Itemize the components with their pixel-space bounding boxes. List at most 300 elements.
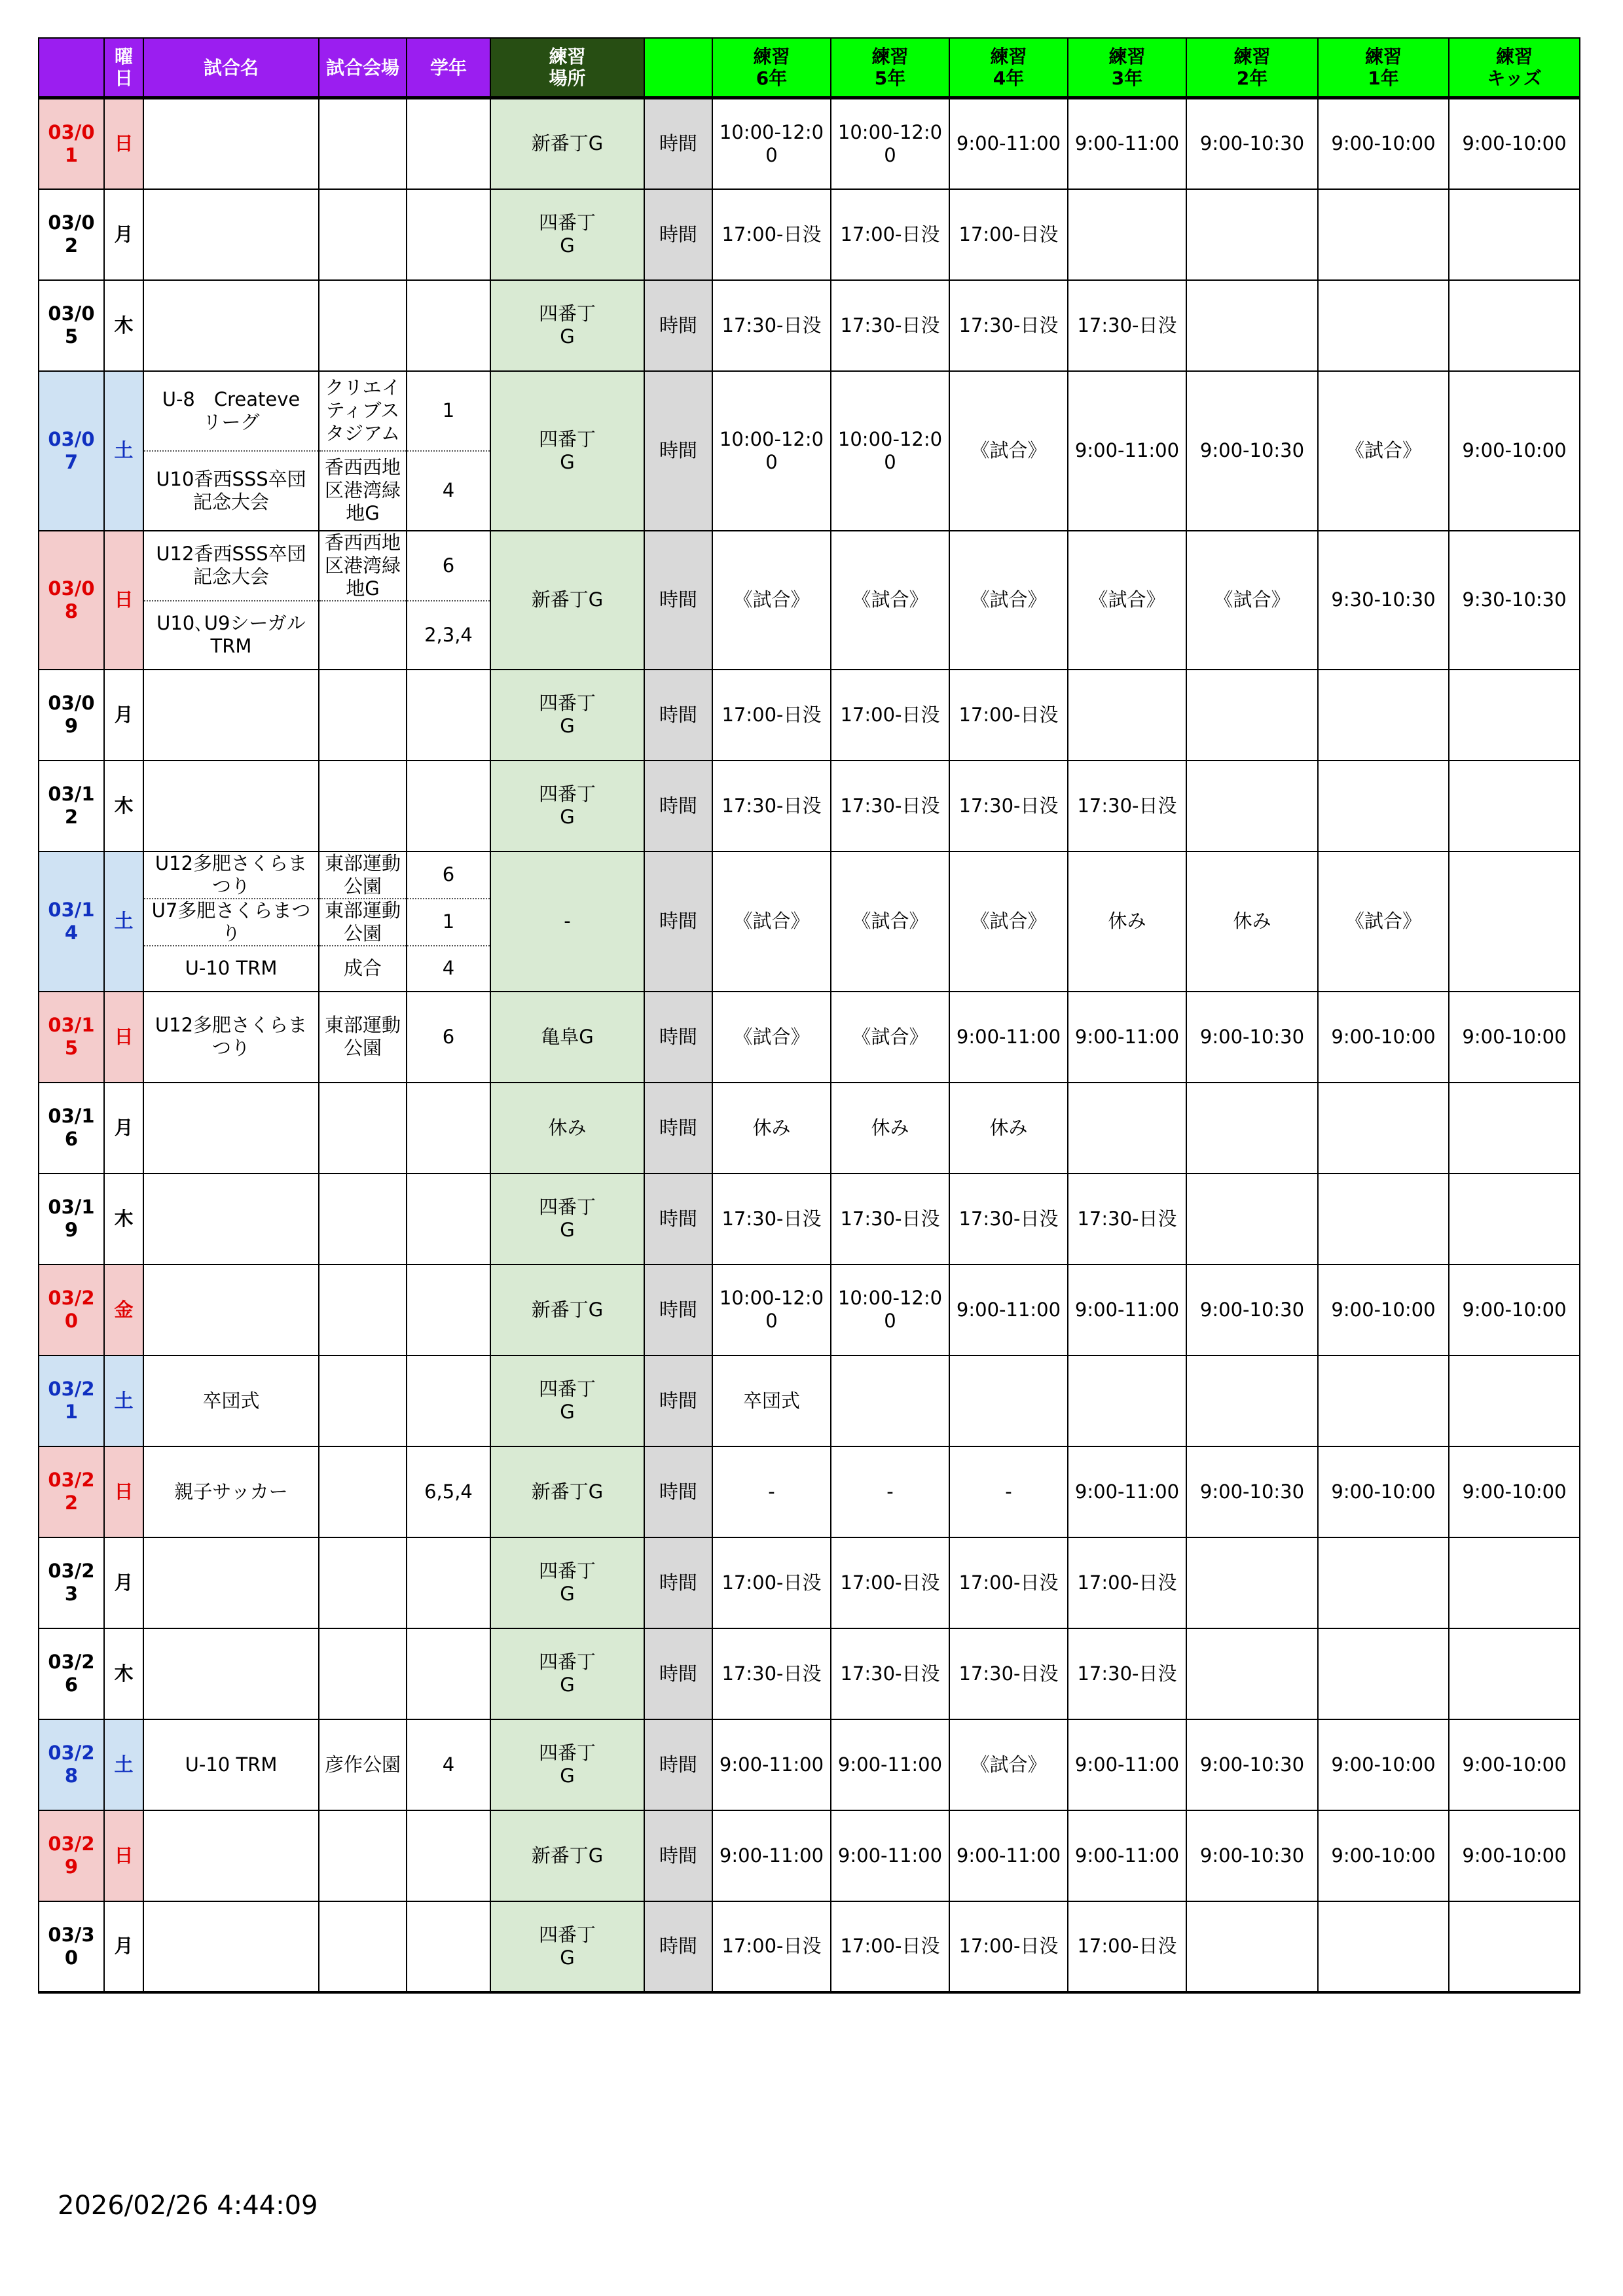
practice-slot-text: 17:00-日没 (840, 1571, 940, 1594)
match-name (143, 1083, 319, 1174)
practice-slot (949, 1265, 1068, 1355)
match-name-text: U12多肥さくらま つり (155, 1014, 308, 1059)
match-name (143, 1901, 319, 1992)
match-venue (319, 1810, 407, 1901)
row-date (39, 670, 104, 761)
practice-slot-text: 17:30-日没 (721, 794, 822, 817)
schedule-row (39, 1901, 1580, 1992)
schedule-body (39, 98, 1580, 1992)
match-name-text: U-8 Createve リーグ (162, 387, 301, 433)
practice-slot-text: 《試合》 (970, 439, 1047, 461)
practice-slot (1449, 371, 1580, 531)
practice-slot (949, 189, 1068, 280)
match-grade (407, 946, 490, 992)
practice-slot-text: 9:00-10:00 (1331, 1753, 1436, 1776)
row-date-text: 03/12 (48, 783, 95, 828)
practice-slot (1318, 1355, 1449, 1446)
schedule-row (39, 1174, 1580, 1265)
time-label (644, 1446, 712, 1537)
match-venue-text: 彦作公園 (324, 1753, 401, 1776)
print-timestamp: 2026/02/26 4:44:09 (58, 2191, 318, 2221)
match-grade-text: 6 (442, 554, 455, 577)
row-dow-text: 日 (114, 588, 134, 611)
row-date-text: 03/20 (48, 1287, 95, 1332)
practice-slot (831, 98, 949, 189)
row-date (39, 98, 104, 189)
match-name (143, 189, 319, 280)
match-name-text: U-10 TRM (185, 957, 278, 979)
row-dow (104, 761, 143, 852)
practice-slot-text: 休み (752, 1116, 791, 1139)
practice-place-text: 四番丁 G (538, 692, 596, 737)
match-grade (407, 670, 490, 761)
match-grade-text: 4 (442, 1753, 455, 1776)
practice-slot-text: 休み (989, 1116, 1028, 1139)
practice-slot (1449, 1174, 1580, 1265)
practice-slot-text: 9:00-10:30 (1199, 1844, 1305, 1867)
practice-slot (1068, 1083, 1186, 1174)
time-label (644, 371, 712, 531)
row-dow (104, 1355, 143, 1446)
row-date-text: 03/02 (48, 211, 95, 257)
practice-slot (949, 1083, 1068, 1174)
practice-slot (1186, 761, 1318, 852)
row-dow-text: 土 (114, 1753, 134, 1776)
match-venue (319, 1446, 407, 1537)
practice-slot (1068, 670, 1186, 761)
practice-slot (712, 852, 831, 992)
row-dow (104, 1537, 143, 1628)
row-dow (104, 371, 143, 531)
match-grade (407, 1446, 490, 1537)
practice-slot-text: 9:00-10:30 (1199, 1753, 1305, 1776)
time-label (644, 670, 712, 761)
practice-slot-text: 17:00-日没 (721, 1935, 822, 1957)
match-grade (407, 1355, 490, 1446)
practice-slot-text: 9:00-11:00 (1074, 1025, 1180, 1048)
row-dow (104, 670, 143, 761)
row-dow-text: 月 (114, 1571, 134, 1594)
schedule-row (39, 1810, 1580, 1901)
schedule-row (39, 670, 1580, 761)
practice-slot (1068, 852, 1186, 992)
practice-place (490, 670, 644, 761)
practice-slot-text: 9:00-10:00 (1462, 132, 1567, 155)
practice-slot-text: 10:00-12:00 (837, 427, 943, 473)
practice-place-text: 四番丁 G (538, 783, 596, 828)
practice-slot (831, 531, 949, 670)
practice-slot-text: 17:00-日没 (840, 1935, 940, 1957)
time-label-text: 時間 (659, 1662, 697, 1685)
row-date-text: 03/22 (48, 1469, 95, 1514)
practice-slot-text: 9:00-10:30 (1199, 1480, 1305, 1503)
match-grade-text: 1 (442, 399, 455, 422)
time-label (644, 1901, 712, 1992)
match-venue (319, 992, 407, 1083)
practice-place (490, 992, 644, 1083)
row-date-text: 03/08 (48, 577, 95, 622)
match-venue-text: 香西西地 区港湾緑 地G (324, 531, 401, 600)
practice-slot (831, 280, 949, 371)
practice-slot (949, 761, 1068, 852)
practice-slot (1186, 852, 1318, 992)
practice-place-text: 亀阜G (541, 1025, 594, 1048)
time-label (644, 1628, 712, 1719)
practice-place-text: 四番丁 G (538, 1742, 596, 1787)
practice-slot (1318, 280, 1449, 371)
header-grade-col-text: 練習 2年 (1233, 46, 1271, 89)
row-date (39, 1537, 104, 1628)
header-dow-text: 曜 日 (114, 46, 133, 89)
practice-slot (1318, 1174, 1449, 1265)
row-dow (104, 98, 143, 189)
practice-slot-text: 17:30-日没 (958, 314, 1059, 336)
match-venue-text: 成合 (343, 957, 382, 979)
practice-slot (1318, 1901, 1449, 1992)
match-venue (319, 1265, 407, 1355)
practice-slot (949, 1355, 1068, 1446)
row-dow-text: 日 (114, 132, 134, 155)
practice-slot (712, 531, 831, 670)
practice-slot (1449, 1446, 1580, 1537)
row-date (39, 1083, 104, 1174)
practice-slot-text: 《試合》 (1089, 588, 1165, 611)
match-venue (319, 1355, 407, 1446)
practice-slot-text: 卒団式 (742, 1389, 800, 1412)
header-grade-col (1068, 38, 1186, 98)
header-grade-col-text: 練習 6年 (753, 46, 790, 89)
practice-place-text: 新番丁G (531, 132, 604, 155)
practice-slot (712, 1355, 831, 1446)
practice-slot (831, 1265, 949, 1355)
practice-slot-text: 17:30-日没 (958, 794, 1059, 817)
time-label (644, 531, 712, 670)
practice-place-text: 新番丁G (531, 1298, 604, 1321)
match-name (143, 98, 319, 189)
header-grade-col (831, 38, 949, 98)
time-label (644, 98, 712, 189)
row-date-text: 03/05 (48, 302, 95, 348)
time-label-text: 時間 (659, 1935, 697, 1957)
row-date-text: 03/26 (48, 1651, 95, 1696)
row-dow (104, 992, 143, 1083)
match-venue (319, 1174, 407, 1265)
practice-place (490, 1719, 644, 1810)
practice-slot-text: 9:30-10:30 (1331, 588, 1436, 611)
row-dow-text: 金 (114, 1298, 134, 1321)
practice-slot (1449, 761, 1580, 852)
practice-slot (1318, 189, 1449, 280)
practice-slot-text: 17:30-日没 (721, 314, 822, 336)
row-dow-text: 月 (114, 1935, 134, 1957)
row-dow-text: 月 (114, 703, 134, 726)
practice-place (490, 761, 644, 852)
match-name (143, 761, 319, 852)
practice-slot (1318, 761, 1449, 852)
practice-slot-text: 9:00-10:00 (1462, 1753, 1567, 1776)
header-grade-col-text: 練習 キッズ (1487, 46, 1542, 89)
practice-slot (1449, 992, 1580, 1083)
schedule-row (39, 531, 1580, 601)
practice-slot (1449, 1537, 1580, 1628)
row-date-text: 03/01 (48, 120, 95, 166)
practice-place (490, 1628, 644, 1719)
practice-place (490, 280, 644, 371)
practice-slot-text: 17:30-日没 (958, 1662, 1059, 1685)
practice-slot (949, 1901, 1068, 1992)
match-name (143, 280, 319, 371)
match-name-text: 卒団式 (202, 1389, 260, 1412)
match-grade (407, 601, 490, 670)
time-label-text: 時間 (659, 1207, 697, 1230)
time-label-text: 時間 (659, 1116, 697, 1139)
practice-slot (1318, 1719, 1449, 1810)
practice-slot (1449, 852, 1580, 992)
row-date-text: 03/07 (48, 427, 95, 473)
practice-slot-text: 《試合》 (970, 1753, 1047, 1776)
row-dow-text: 日 (114, 1025, 134, 1048)
practice-slot (1186, 189, 1318, 280)
match-grade (407, 531, 490, 601)
practice-slot (712, 189, 831, 280)
practice-slot-text: - (1005, 1480, 1012, 1503)
practice-slot (1186, 1537, 1318, 1628)
practice-slot-text: 17:30-日没 (1077, 1662, 1177, 1685)
practice-slot-text: 17:00-日没 (958, 1935, 1059, 1957)
time-label (644, 1265, 712, 1355)
practice-slot (1186, 98, 1318, 189)
practice-place (490, 531, 644, 670)
row-dow (104, 1810, 143, 1901)
row-date-text: 03/09 (48, 692, 95, 737)
practice-place-text: 四番丁 G (538, 1560, 596, 1605)
match-grade (407, 992, 490, 1083)
match-name-text: U12香西SSS卒団 記念大会 (156, 543, 306, 588)
practice-slot (712, 1265, 831, 1355)
row-date (39, 371, 104, 531)
practice-slot-text: 17:30-日没 (840, 1207, 940, 1230)
header-practice-place-text: 練習 場所 (549, 46, 586, 89)
practice-slot-text: 9:30-10:30 (1462, 588, 1567, 611)
match-name (143, 1537, 319, 1628)
practice-slot (1068, 1901, 1186, 1992)
match-grade (407, 451, 490, 531)
practice-slot (712, 1628, 831, 1719)
practice-slot (1318, 1628, 1449, 1719)
practice-slot (712, 992, 831, 1083)
practice-place (490, 371, 644, 531)
match-grade-text: 6,5,4 (424, 1480, 473, 1503)
row-dow-text: 土 (114, 1389, 134, 1412)
practice-slot-text: 17:00-日没 (721, 223, 822, 245)
match-venue (319, 899, 407, 946)
practice-slot (712, 1446, 831, 1537)
practice-slot (1449, 670, 1580, 761)
practice-slot-text: 17:30-日没 (840, 794, 940, 817)
schedule-row (39, 992, 1580, 1083)
row-date-text: 03/15 (48, 1014, 95, 1059)
practice-slot-text: 9:00-11:00 (1074, 1753, 1180, 1776)
practice-place-text: 四番丁 G (538, 211, 596, 257)
match-grade (407, 1901, 490, 1992)
match-grade-text: 4 (442, 479, 455, 501)
header-dow (104, 38, 143, 98)
match-venue-text: 東部運動 公園 (324, 852, 401, 897)
practice-slot (1068, 531, 1186, 670)
practice-slot-text: 9:00-11:00 (956, 1025, 1061, 1048)
row-dow (104, 1628, 143, 1719)
practice-slot-text: 10:00-12:00 (719, 120, 824, 166)
practice-slot-text: 《試合》 (733, 1025, 810, 1048)
schedule-row (39, 852, 1580, 899)
row-date (39, 1174, 104, 1265)
row-date (39, 1265, 104, 1355)
time-label (644, 189, 712, 280)
practice-slot-text: 9:00-10:00 (1331, 1844, 1436, 1867)
header-date (39, 38, 104, 98)
practice-slot-text: - (768, 1480, 775, 1503)
practice-slot (949, 371, 1068, 531)
practice-place-text: 休み (548, 1116, 587, 1139)
practice-slot (1186, 280, 1318, 371)
practice-slot (1068, 1446, 1186, 1537)
practice-slot-text: 《試合》 (1345, 439, 1421, 461)
practice-slot (831, 852, 949, 992)
practice-slot (1449, 1265, 1580, 1355)
practice-place (490, 189, 644, 280)
match-grade (407, 1810, 490, 1901)
practice-slot (712, 98, 831, 189)
match-name-text: 親子サッカー (174, 1480, 288, 1503)
practice-slot (1449, 189, 1580, 280)
practice-slot (949, 531, 1068, 670)
schedule-row (39, 1446, 1580, 1537)
practice-slot (831, 992, 949, 1083)
practice-slot (831, 1446, 949, 1537)
practice-slot (831, 1537, 949, 1628)
row-dow-text: 土 (114, 439, 134, 461)
practice-slot (831, 371, 949, 531)
practice-slot-text: 17:00-日没 (840, 223, 940, 245)
row-dow-text: 月 (114, 1116, 134, 1139)
match-venue (319, 280, 407, 371)
practice-slot-text: 17:30-日没 (840, 314, 940, 336)
row-date (39, 852, 104, 992)
practice-slot (831, 670, 949, 761)
practice-place (490, 1446, 644, 1537)
row-dow (104, 852, 143, 992)
match-venue-text: 東部運動 公園 (324, 899, 401, 944)
match-name (143, 451, 319, 531)
time-label-text: 時間 (659, 1571, 697, 1594)
schedule-row (39, 189, 1580, 280)
time-label (644, 1083, 712, 1174)
practice-slot (949, 1537, 1068, 1628)
match-grade (407, 1537, 490, 1628)
match-name-text: U10､U9シーガル TRM (156, 612, 306, 657)
row-dow (104, 1901, 143, 1992)
schedule-row (39, 1628, 1580, 1719)
practice-place (490, 1265, 644, 1355)
match-grade (407, 761, 490, 852)
match-name (143, 852, 319, 899)
practice-slot (831, 1810, 949, 1901)
practice-slot-text: 17:00-日没 (840, 703, 940, 726)
time-label-text: 時間 (659, 223, 697, 245)
practice-slot (1186, 531, 1318, 670)
practice-slot (1186, 371, 1318, 531)
row-date (39, 992, 104, 1083)
row-date (39, 531, 104, 670)
practice-slot-text: 17:30-日没 (1077, 314, 1177, 336)
match-name (143, 1265, 319, 1355)
schedule-row (39, 1719, 1580, 1810)
header-row (39, 38, 1580, 98)
practice-slot-text: 《試合》 (1214, 588, 1290, 611)
practice-slot-text: 17:30-日没 (1077, 1207, 1177, 1230)
schedule-row (39, 1083, 1580, 1174)
row-date-text: 03/29 (48, 1833, 95, 1878)
time-label-text: 時間 (659, 910, 697, 932)
header-match-name: 試合名 (143, 38, 319, 98)
practice-slot (949, 1628, 1068, 1719)
match-venue (319, 371, 407, 451)
practice-slot-text: 17:00-日没 (721, 1571, 822, 1594)
header-grade-col (949, 38, 1068, 98)
header-grade-col (712, 38, 831, 98)
practice-place-text: 四番丁 G (538, 427, 596, 473)
match-venue (319, 670, 407, 761)
match-grade (407, 1083, 490, 1174)
practice-place-text: 四番丁 G (538, 1378, 596, 1423)
time-label-text: 時間 (659, 439, 697, 461)
practice-slot (712, 280, 831, 371)
match-grade-text: 6 (442, 1025, 455, 1048)
practice-slot-text: 10:00-12:00 (837, 120, 943, 166)
practice-slot-text: 17:00-日没 (1077, 1935, 1177, 1957)
time-label-text: 時間 (659, 132, 697, 155)
row-dow (104, 280, 143, 371)
match-name (143, 670, 319, 761)
practice-slot (831, 1628, 949, 1719)
header-grade-col-text: 練習 3年 (1108, 46, 1146, 89)
practice-slot-text: 休み (1108, 910, 1146, 932)
time-label-text: 時間 (659, 1753, 697, 1776)
header-practice-place (490, 38, 644, 98)
header-venue: 試合会場 (319, 38, 407, 98)
time-label (644, 761, 712, 852)
row-dow (104, 531, 143, 670)
time-label-text: 時間 (659, 1025, 697, 1048)
practice-slot (712, 1810, 831, 1901)
row-dow (104, 1719, 143, 1810)
row-date-text: 03/21 (48, 1378, 95, 1423)
row-date-text: 03/23 (48, 1560, 95, 1605)
practice-slot (1186, 1901, 1318, 1992)
practice-place (490, 1174, 644, 1265)
time-label-text: 時間 (659, 1844, 697, 1867)
practice-slot-text: 9:00-11:00 (837, 1844, 943, 1867)
match-grade (407, 280, 490, 371)
match-name (143, 601, 319, 670)
header-grade-col-text: 練習 5年 (871, 46, 909, 89)
practice-slot-text: 《試合》 (970, 910, 1047, 932)
practice-place-text: - (564, 910, 571, 932)
schedule-row (39, 98, 1580, 189)
time-label (644, 992, 712, 1083)
match-grade (407, 98, 490, 189)
row-dow-text: 木 (114, 1662, 134, 1685)
